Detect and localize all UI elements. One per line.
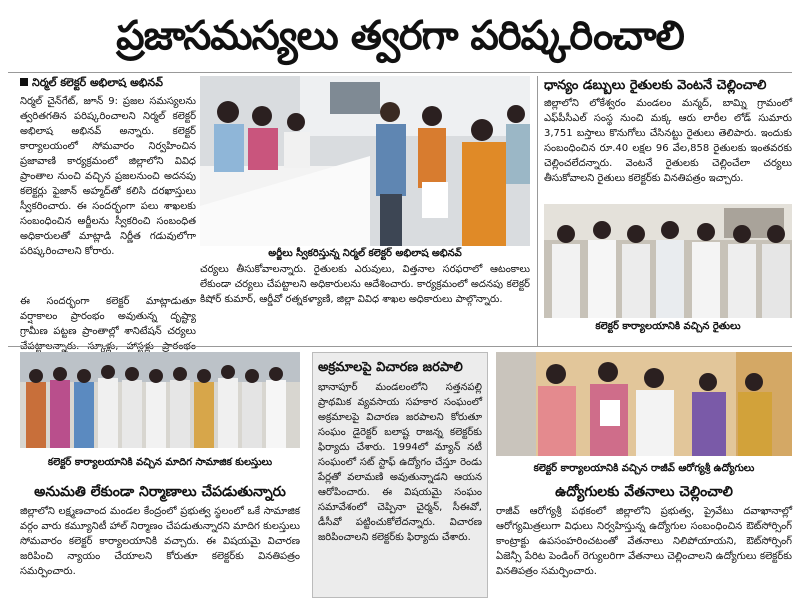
photo-collector-receiving-petitions [200, 76, 530, 246]
photo1-caption: అర్జీలు స్వీకరిస్తున్న నిర్మల్ కలెక్టర్ అభిలాష అభినవ్ [268, 248, 462, 259]
photo-community-members [20, 352, 300, 448]
community-photo-caption: కలెక్టర్ కార్యాలయానికి వచ్చిన మాదిగ సామాజిక కులస్తులు [47, 457, 273, 468]
community-story-body: జిల్లాలోని లక్ష్మణచాంద మండల కేంద్రంలో ప్రభుత్వ స్థలంలో ఒకే సామాజిక వర్గం వారు కమ్యూనిటీ హాల్ నిర్మాణం చేపడుతున్నారని మాదిగ కులస్తులు సోమవారం కలెక్టర్ కార్యాలయానికి వచ్చారు. ఈ విషయమై విచారణ జరిపించి న్యాయం చేయాలని కోరుతూ కలెక్టర్‌కు వినతిపత్రం సమర్పించారు. [20, 506, 300, 577]
farmers-story-headline: ధాన్యం డబ్బులు రైతులకు వెంటనే చెల్లించాలి [544, 78, 767, 93]
main-story-para1: నిర్మల్ చైన్‌గేట్, జూన్ 9: ప్రజల సమస్యలను త్వరితగతిన పరిష్కరించాలని నిర్మల్ కలెక్టర్ అభిలాష అభినవ్ అన్నారు. కలెక్టర్ కార్యాలయంలో సోమవారం నిర్వహించిన ప్రజావాణి కార్యక్రమంలో జిల్లాలోని వివిధ ప్రాంతాల నుంచి వచ్చిన ప్రజలనుంచి అదనపు కలెక్టర్లు ఫైజాన్ అహ్మద్‌తో కలిసి దరఖాస్తులు స్వీకరించారు. ఈ సందర్భంగా పలు శాఖలకు సంబంధించిన అర్జీలను స్వీకరించి సంబంధిత అధికారులతో మాట్లాడి నిర్ణీత గడువులోగా పరిష్కరించాలని కోరారు. [20, 96, 196, 257]
employees-story-headline: ఉద్యోగులకు వేతనాలు చెల్లించాలి [555, 484, 733, 500]
column-divider [537, 76, 538, 346]
boxed-story-headline: అక్రమాలపై విచారణ జరపాలి [318, 360, 463, 375]
employees-story-body: రాజీవ్ ఆరోగ్యశ్రీ పథకంలో జిల్లాలోని ప్రభుత్వ, ప్రైవేటు దవాఖానాల్లో ఆరోగ్యమిత్రలుగా విధులు నిర్వహిస్తున్న ఉద్యోగుల సంబంధించిన ఔట్‌సోర్సింగ్ కాంట్రాక్టు ఉపసంహరించటంతో వేతనాలు నిలిపోయాయని, ఔట్‌సోర్సింగ్ ఏజెన్సీ పేరిట పెండింగ్ రెగ్యులరిగా వేతనాలు చెల్లించాలని ఉద్యోగులు కలెక్టర్‌కు వినతిపత్రం సమర్పించారు. [496, 506, 792, 577]
main-story-para3: చర్యలు తీసుకోవాలన్నారు. రైతులకు ఎరువులు, విత్తనాల సరఫరాలో ఆటంకాలు లేకుండా చర్యలు చేపట్టాలని అధికారులను ఆదేశించారు. కార్యక్రమంలో అదనపు కలెక్టర్ కిషోర్ కుమార్, ఆర్డీవో రత్నకళ్యాణి, జిల్లా వివిధ శాఖల అధికారులు పాల్గొన్నారు. [200, 264, 530, 305]
employees-photo-caption: కలెక్టర్ కార్యాలయానికి వచ్చిన రాజీవ్ ఆరోగ్యశ్రీ ఉద్యోగులు [533, 463, 755, 474]
photo-arogyasri-employees [496, 352, 792, 456]
main-story-para2: ఈ సందర్భంగా కలెక్టర్ మాట్లాడుతూ వర్షాకాలం ప్రారంభం అవుతున్న దృష్ట్యా గ్రామీణ పట్టణ ప్రాంతాల్లో శానిటేషన్ చర్యలు [20, 296, 196, 337]
byline [20, 76, 196, 92]
divider [8, 346, 792, 347]
divider [8, 72, 792, 73]
boxed-story-body: భానాపూర్ మండలంలోని సత్తనపల్లి ప్రాథమిక వ్యవసాయ సహకార సంఘంలో అక్రమాలపై విచారణ జరపాలని కోరుతూ సంఘం డైరెక్టర్ బలాష్ట రాజన్న కలెక్టర్‌కు ఫిర్యాదు చేశారు. 1994లో మ్యాన్ నటీ సంఘంలో సట్ స్టాఫ్ ఉద్యోగం చేస్తూ రెండు పేర్లతో వలామణి అవుతున్నాడని ఆయన ఆరోపించారు. ఈ విషయమై సంఘం సమావేశంలో చెప్పినా చైర్మన్, సీఈవో, డీసీవో పట్టించుకోలేదన్నారు. విచారణ జరిపించాలని కలెక్టర్‌కు ఫిర్యాదు చేశారు. [318, 382, 482, 543]
page-headline: ప్రజాసమస్యలు త్వరగా పరిష్కరించాలి [116, 12, 684, 59]
farmers-story-body: జిల్లాలోని లోకేశ్వరం మండలం మన్మద్, బామ్ని గ్రామంలో ఎఫ్‌పీసీఎల్ సంస్థ నుంచి మక్క ఆరు లారీల లోడ్ సుమారు 3,751 బస్తాలు కొనుగోలు చేసినట్టు రైతులు తెలిపారు. ఇందుకు సంబంధించిన రూ.40 లక్షల 96 వేల,858 రైతులకు ఇంతవరకు చెల్లించలేదన్నారు. వెంటనే రైతులకు చెల్లించేలా చర్యలు తీసుకోవాలని రైతులు కలెక్టర్‌కు వినతిపత్రం ఇచ్చారు. [544, 98, 792, 184]
byline-text: నిర్మల్ కలెక్టర్ అభిలాష అభినవ్ [32, 76, 163, 89]
community-story-headline: అనుమతి లేకుండా నిర్మాణాలు చేపడుతున్నారు [34, 484, 286, 500]
bullet-square-icon [20, 78, 28, 86]
farmers-photo-caption: కలెక్టర్ కార్యాలయానికి వచ్చిన రైతులు [595, 321, 741, 332]
photo-farmers [544, 204, 792, 318]
